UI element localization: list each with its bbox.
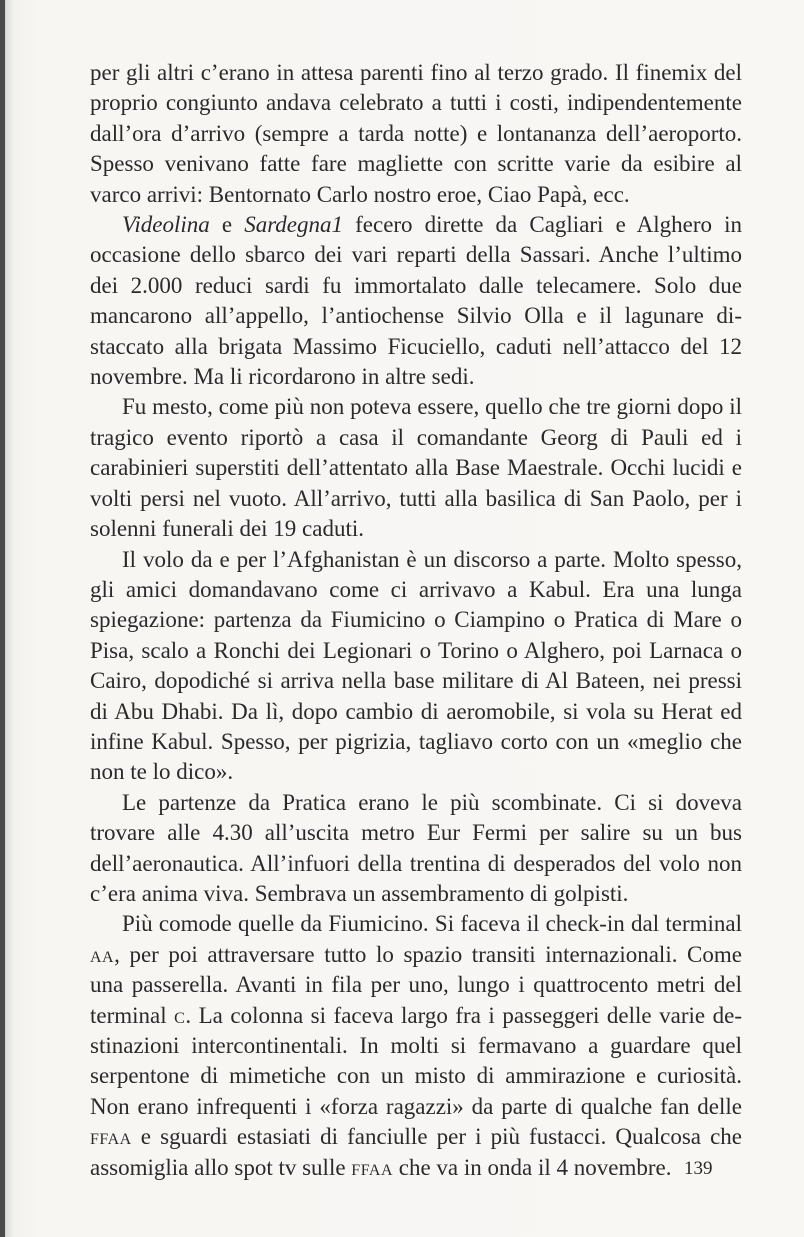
smallcaps-text: c (174, 1002, 186, 1028)
paragraph (90, 392, 742, 544)
paragraph (90, 909, 742, 1183)
page-number: 139 (684, 1158, 713, 1179)
text-run: e (209, 212, 245, 238)
book-spine-edge (0, 0, 5, 1237)
body-text (90, 58, 742, 1183)
text-run: Fu mesto, come più non poteva essere, quello che tre giorni dopo il tragico evento riportò a casa il comandante Georg di Pauli ed i carabinieri superstiti dell’attentato alla Base Maestrale. Occhi lucidi e volti persi nel vuoto. All’arrivo, tutti alla basilica di San Paolo, per i solenni funerali dei 19 caduti. (90, 394, 742, 542)
paragraph (90, 210, 742, 392)
text-run: Le partenze da Pratica erano le più scombinate. Ci si doveva trovare alle 4.30 all’uscita metro Eur Fermi per salire su un bus dell’aeronautica. All’infuori della trentina di desperados del volo non c’era anima viva. Sembrava un assembramento di golpisti. (90, 789, 742, 906)
smallcaps-text: aa (90, 941, 115, 967)
text-run: . La colonna si faceva largo fra i passeggeri delle varie destinazioni intercontinentali. In molti si fermavano a guardare quel serpentone di mimetiche con un misto di ammirazione e curiosità. Non erano infrequenti i «forza ragazzi» da parte di qualche fan delle (90, 1002, 742, 1119)
text-run: e sguardi estasiati di fanciulle per i più fustacci. Qualcosa che assomiglia allo spot tv sulle (90, 1124, 742, 1180)
text-run: che va in onda il 4 novembre. (393, 1154, 672, 1180)
text-run: fecero dirette da Cagliari e Alghero in occasione dello sbarco dei vari reparti della Sassari. Anche l’ultimo dei 2.000 reduci sardi fu immortalato dalle telecamere. Solo due mancarono all’appello, l’antiochense Silvio Olla e il lagunare distaccato alla brigata Massimo Ficuciello, caduti nell’attacco del 12 novembre. Ma li ricordarono in altre sedi. (90, 212, 742, 390)
text-run: Il volo da e per l’Afghanistan è un discorso a parte. Molto spesso, gli amici domandavano come ci arrivavo a Kabul. Era una lunga spiegazione: partenza da Fiumicino o Ciampino o Pratica di Mare o Pisa, scalo a Ronchi dei Legionari o Torino o Alghero, poi Larnaca o Cairo, dopodiché si arriva nella base militare di Al Bateen, nei pressi di Abu Dhabi. Da lì, dopo cambio di aeromobile, si vola su Herat ed infine Kabul. Spesso, per pigrizia, tagliavo corto con un «meglio che non te lo dico». (90, 546, 742, 785)
italic-text: Sardegna1 (244, 212, 343, 238)
smallcaps-text: ffaa (90, 1124, 132, 1150)
smallcaps-text: ffaa (351, 1154, 394, 1180)
paragraph (90, 788, 742, 910)
italic-text: Videolina (122, 212, 210, 238)
text-run: Più comode quelle da Fiumicino. Si faceva il check-in dal terminal (122, 911, 742, 937)
paragraph (90, 545, 742, 788)
paragraph (90, 58, 742, 210)
text-run: per gli altri c’erano in attesa parenti fino al terzo grado. Il finemix del proprio congiunto andava celebrato a tutti i costi, indipendentemente dall’ora d’arrivo (sempre a tarda notte) e lontananza dell’aeroporto. Spesso venivano fatte fare magliette con scritte varie da esibire al varco arrivi: Bentornato Carlo nostro eroe, Ciao Papà, ecc. (90, 60, 742, 207)
text-run: , per poi attraversare tutto lo spazio transiti internazionali. Come una passerella. Avanti in fila per uno, lungo i quattrocento metri del terminal (90, 941, 742, 1028)
